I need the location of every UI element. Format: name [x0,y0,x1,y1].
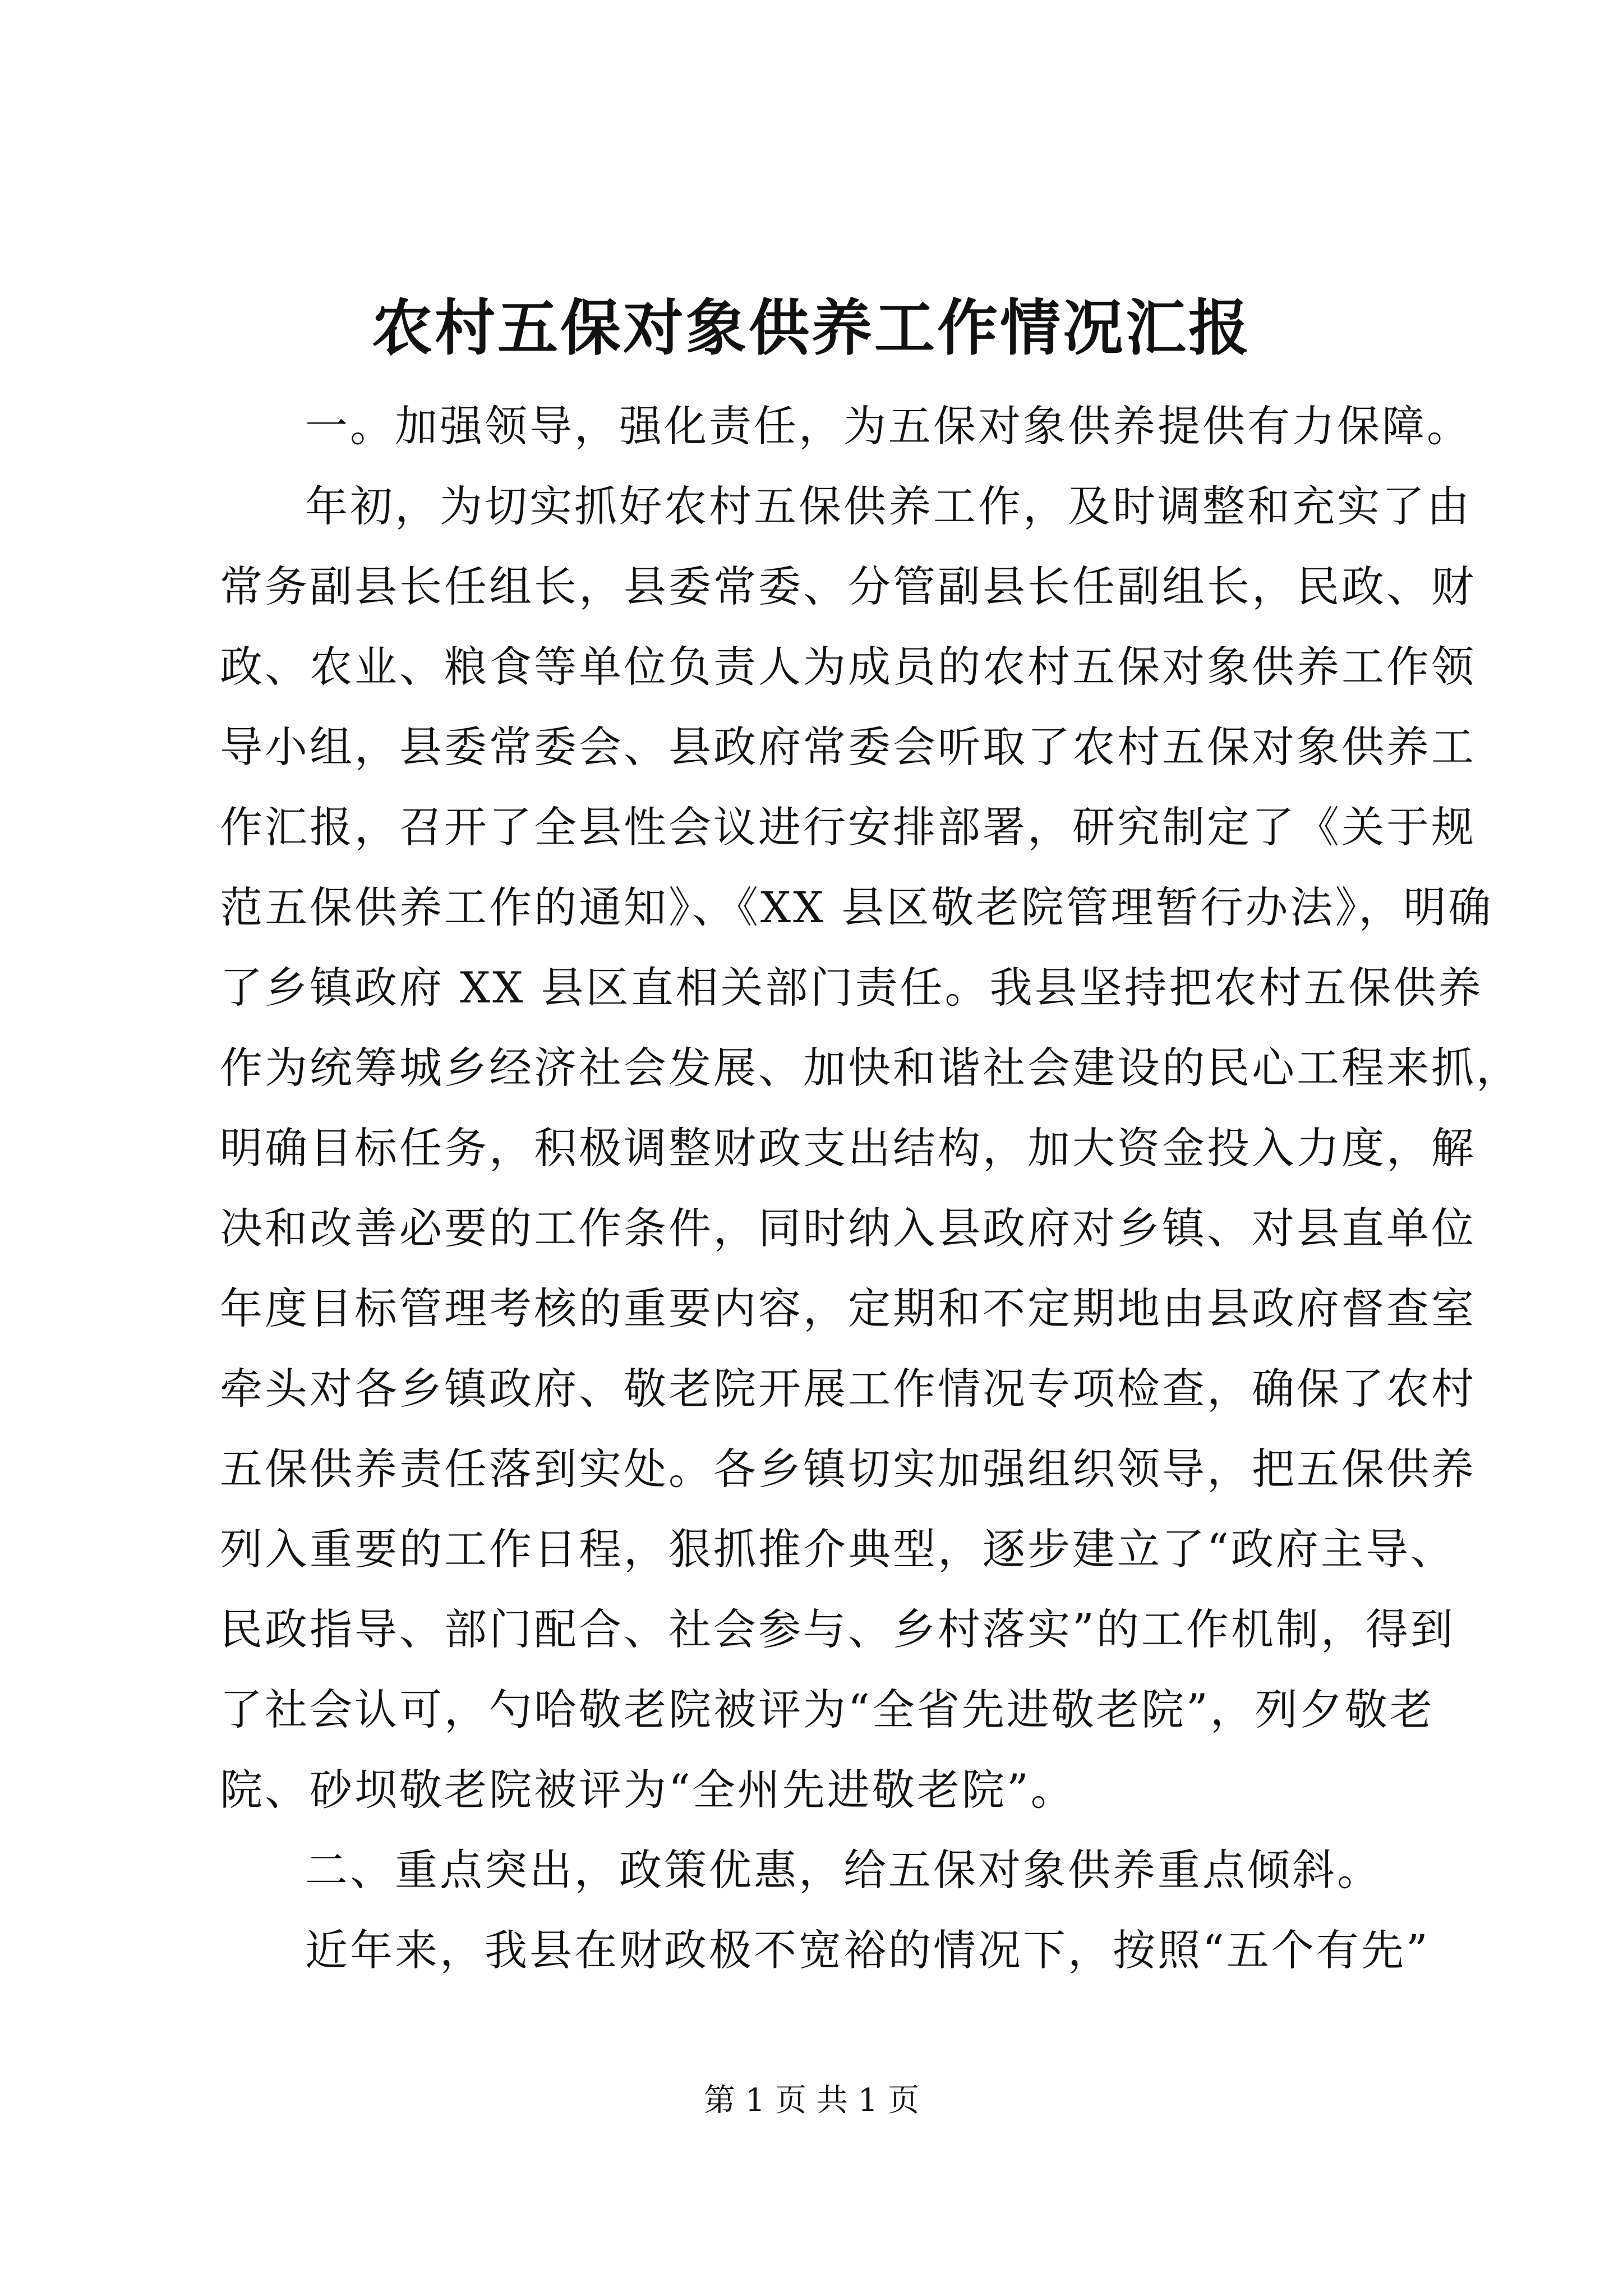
paragraph-line: 年度目标管理考核的重要内容，定期和不定期地由县政府督查室 [220,1283,1476,1333]
page-footer: 第 1 页 共 1 页 [703,2082,920,2119]
paragraph-line: 明确目标任务，积极调整财政支出结构，加大资金投入力度，解 [220,1123,1476,1173]
paragraph-line: 决和改善必要的工作条件，同时纳入县政府对乡镇、对县直单位 [220,1203,1476,1253]
paragraph-line: 五保供养责任落到实处。各乡镇切实加强组织领导，把五保供养 [220,1444,1476,1494]
paragraph-line: 列入重要的工作日程，狠抓推介典型，逐步建立了“政府主导、 [220,1524,1455,1574]
paragraph-line: 常务副县长任组长，县委常委、分管副县长任副组长，民政、财 [220,562,1476,611]
document-title: 农村五保对象供养工作情况汇报 [371,293,1251,364]
section-heading-1: 一。加强领导，强化责任，为五保对象供养提供有力保障。 [305,401,1472,451]
paragraph-line: 了社会认可，勺哈敬老院被评为“全省先进敬老院”，列夕敬老 [220,1685,1435,1734]
paragraph-line: 年初，为切实抓好农村五保供养工作，及时调整和充实了由 [305,481,1472,531]
paragraph-line: 作为统筹城乡经济社会发展、加快和谐社会建设的民心工程来抓， [220,1043,1521,1093]
paragraph-line: 了乡镇政府 XX 县区直相关部门责任。我县坚持把农村五保供养 [220,963,1483,1013]
paragraph-line: 院、砂坝敬老院被评为“全州先进敬老院”。 [220,1765,1076,1815]
paragraph-line: 政、农业、粮食等单位负责人为成员的农村五保对象供养工作领 [220,642,1476,692]
paragraph-line: 近年来，我县在财政极不宽裕的情况下，按照“五个有先” [305,1925,1430,1975]
paragraph-line: 民政指导、部门配合、社会参与、乡村落实”的工作机制，得到 [220,1604,1455,1654]
document-body [220,386,1521,1990]
paragraph-line: 范五保供养工作的通知》、《XX 县区敬老院管理暂行办法》，明确 [220,882,1493,932]
paragraph-line: 作汇报，召开了全县性会议进行安排部署，研究制定了《关于规 [220,802,1476,852]
paragraph-line: 导小组，县委常委会、县政府常委会听取了农村五保对象供养工 [220,722,1476,772]
section-heading-2: 二、重点突出，政策优惠，给五保对象供养重点倾斜。 [305,1845,1382,1895]
paragraph-line: 牵头对各乡镇政府、敬老院开展工作情况专项检查，确保了农村 [220,1364,1476,1414]
